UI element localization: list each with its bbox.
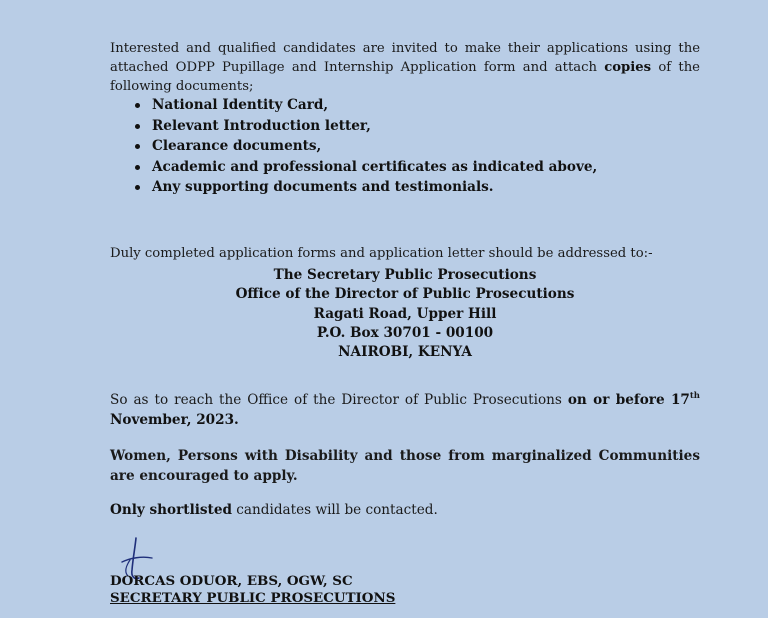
- address-line: Ragati Road, Upper Hill: [313, 305, 497, 322]
- document-item: Any supporting documents and testimonials.: [110, 177, 597, 198]
- deadline-text: So as to reach the Office of the Director of Public Prosecutions: [110, 391, 568, 408]
- document-page: [110, 0, 702, 618]
- intro-copies-emphasis: copies: [604, 60, 652, 76]
- document-item: Relevant Introduction letter,: [110, 116, 597, 137]
- intro-paragraph: [110, 39, 700, 96]
- deadline-date-year: November, 2023.: [110, 411, 239, 428]
- intro-text-end: of the following documents;: [110, 60, 700, 95]
- deadline-date-suffix: th: [689, 390, 700, 401]
- address-block: [110, 266, 700, 362]
- shortlist-emphasis: Only shortlisted: [110, 501, 232, 518]
- address-line: Office of the Director of Public Prosecutions: [235, 286, 575, 303]
- address-line: NAIROBI, KENYA: [338, 344, 472, 361]
- documents-list: [110, 95, 597, 198]
- shortlist-paragraph: [110, 501, 700, 520]
- document-item: Clearance documents,: [110, 136, 597, 157]
- intro-text: Interested and qualified candidates are invited to make their applications using the attached ODPP Pupillage and Internship Application form and attach: [110, 41, 700, 76]
- address-line: The Secretary Public Prosecutions: [273, 267, 537, 283]
- signatory-title: SECRETARY PUBLIC PROSECUTIONS: [110, 590, 396, 606]
- address-line: P.O. Box 30701 - 00100: [316, 324, 494, 341]
- signatory-name: DORCAS ODUOR, EBS, OGW, SC: [110, 573, 353, 589]
- document-item: National Identity Card,: [110, 95, 597, 116]
- shortlist-text: candidates will be contacted.: [231, 501, 438, 518]
- encouragement-paragraph: Women, Persons with Disability and those from marginalized Communities are encouraged to apply.: [110, 447, 700, 484]
- document-item: Academic and professional certificates as indicated above,: [110, 157, 597, 178]
- deadline-paragraph: [110, 390, 700, 430]
- deadline-date: on or before 17: [567, 391, 690, 408]
- address-intro: Duly completed application forms and application letter should be addressed to:-: [110, 246, 653, 262]
